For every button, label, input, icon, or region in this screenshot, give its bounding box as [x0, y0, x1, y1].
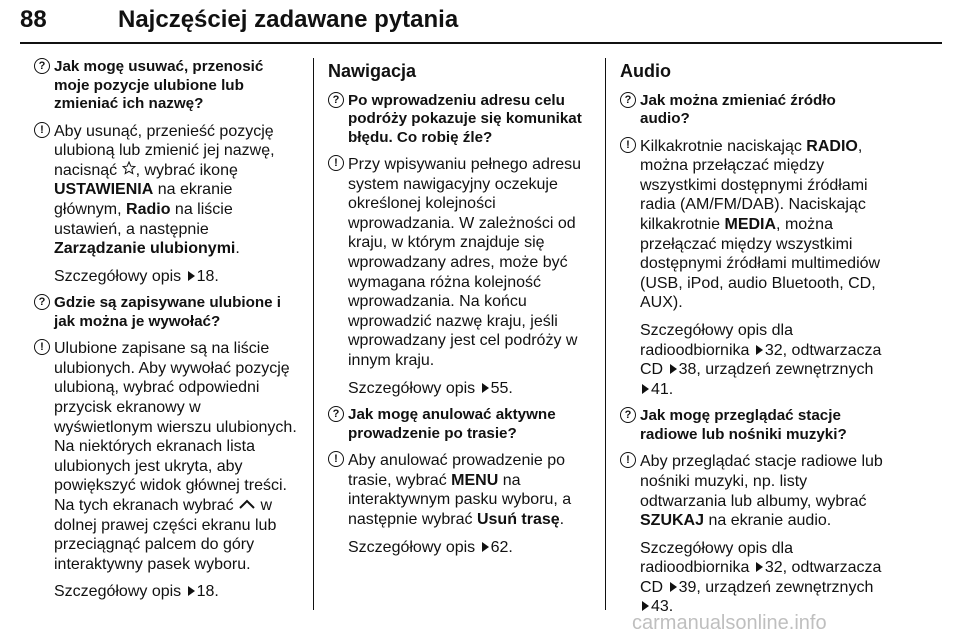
column-3 [620, 58, 886, 625]
watermark: carmanualsonline.info [632, 612, 827, 634]
faq-answer [328, 451, 596, 557]
answer-mark-icon: ! [34, 122, 50, 138]
reference-link[interactable]: Szczegółowy opis 18. [54, 583, 219, 601]
answer-mark-icon: ! [620, 137, 636, 153]
answer-mark-icon: ! [620, 452, 636, 468]
column-1 [34, 58, 302, 610]
question-text: Jak mogę anulować aktywne prowadzenie po trasie? [348, 406, 556, 442]
question-text: Jak mogę przeglądać stacje radiowe lub nośniki muzyki? [640, 407, 847, 443]
faq-answer [34, 122, 302, 287]
section-heading: Nawigacja [328, 61, 417, 81]
reference-arrow-icon [642, 384, 649, 394]
faq-question [34, 294, 302, 331]
reference-arrow-icon [670, 582, 677, 592]
question-mark-icon: ? [34, 294, 50, 310]
faq-answer [34, 339, 302, 602]
reference-arrow-icon [756, 345, 763, 355]
answer-text: Aby usunąć, przenieść pozycję ulubioną lub zmienić jej nazwę, nacisnąć , wybrać ikonę USTAWIENIA na ekranie głównym, Radio na liście ustawień, a następnie Zarządzanie ulubionymi. [54, 122, 275, 258]
reference-link[interactable]: Szczegółowy opis dla radioodbiornika 32, odtwarzacza CD 39, urządzeń zewnętrznych 43. [640, 539, 882, 616]
page-header [20, 6, 942, 44]
reference-arrow-icon [482, 542, 489, 552]
answer-mark-icon: ! [328, 451, 344, 467]
faq-question [34, 58, 302, 114]
faq-answer [328, 155, 596, 398]
page-title: Najczęściej zadawane pytania [118, 6, 459, 33]
faq-question [620, 407, 886, 444]
column-divider [605, 58, 606, 610]
column-2 [328, 58, 596, 565]
answer-text: Przy wpisywaniu pełnego adresu system nawigacyjny oczekuje określonej kolejności wprowadzania. W zależności od kraju, w którym znajduje się wprowadzany adres, może być wymagana różna kolejność wprowadzania. Na końcu wprowadzić nazwę kraju, jeśli wprowadzany jest cel podróży w innym kraju. [348, 156, 582, 370]
question-mark-icon: ? [620, 92, 636, 108]
reference-link[interactable]: Szczegółowy opis 55. [348, 379, 513, 397]
reference-arrow-icon [756, 562, 763, 572]
reference-arrow-icon [642, 601, 649, 611]
question-text: Jak można zmieniać źródło audio? [640, 91, 836, 128]
chevron-up-icon [238, 496, 256, 516]
question-mark-icon: ? [328, 406, 344, 422]
star-favourite-icon [122, 161, 136, 181]
reference-arrow-icon [482, 383, 489, 393]
answer-text: Aby przeglądać stacje radiowe lub nośniki muzyki, np. listy odtwarzania lub albumy, wybrać SZUKAJ na ekranie audio. [640, 453, 883, 530]
reference-arrow-icon [670, 364, 677, 374]
reference-arrow-icon [188, 271, 195, 281]
page-number: 88 [20, 6, 47, 33]
answer-text: Aby anulować prowadzenie po trasie, wybrać MENU na interaktywnym pasku wyboru, a następnie wybrać Usuń trasę. [348, 452, 572, 528]
question-text: Jak mogę usuwać, przenosić moje pozycje ulubione lub zmieniać ich nazwę? [54, 58, 264, 112]
faq-answer [620, 137, 886, 400]
question-mark-icon: ? [328, 92, 344, 108]
column-divider [313, 58, 314, 610]
answer-mark-icon: ! [328, 155, 344, 171]
reference-link[interactable]: Szczegółowy opis dla radioodbiornika 32, odtwarzacza CD 38, urządzeń zewnętrznych 41. [640, 321, 882, 398]
faq-question [328, 406, 596, 443]
faq-question [328, 92, 596, 148]
answer-text: Ulubione zapisane są na liście ulubionych. Aby wywołać pozycję ulubioną, wybrać odpowiedni przycisk ekranowy w wyświetlonym wierszu ulubionych. Na niektórych ekranach lista ulubionych jest ukryta, aby powiększyć widok głównej treści. Na tych ekranach wybrać w dolnej prawej części ekranu lub przeciągnąć palcem do góry interaktywny pasek wyboru. [54, 340, 297, 573]
question-text: Gdzie są zapisywane ulubione i jak można je wywołać? [54, 294, 282, 330]
question-mark-icon: ? [34, 58, 50, 74]
reference-arrow-icon [188, 586, 195, 596]
reference-link[interactable]: Szczegółowy opis 62. [348, 538, 513, 556]
question-text: Po wprowadzeniu adresu celu podróży pokazuje się komunikat błędu. Co robię źle? [348, 91, 582, 146]
answer-mark-icon: ! [34, 339, 50, 355]
reference-link[interactable]: Szczegółowy opis 18. [54, 267, 219, 285]
answer-text: Kilkakrotnie naciskając RADIO, można przełączać między wszystkimi dostępnymi źródłami radia (AM/FM/DAB). Naciskając kilkakrotnie MEDIA, można przełączać między wszystkimi dostępnymi źródłami multimediów (USB, iPod, audio Bluetooth, CD, AUX). [640, 137, 881, 312]
section-heading: Audio [620, 61, 671, 81]
question-mark-icon: ? [620, 407, 636, 423]
faq-question [620, 92, 886, 129]
faq-answer [620, 452, 886, 617]
